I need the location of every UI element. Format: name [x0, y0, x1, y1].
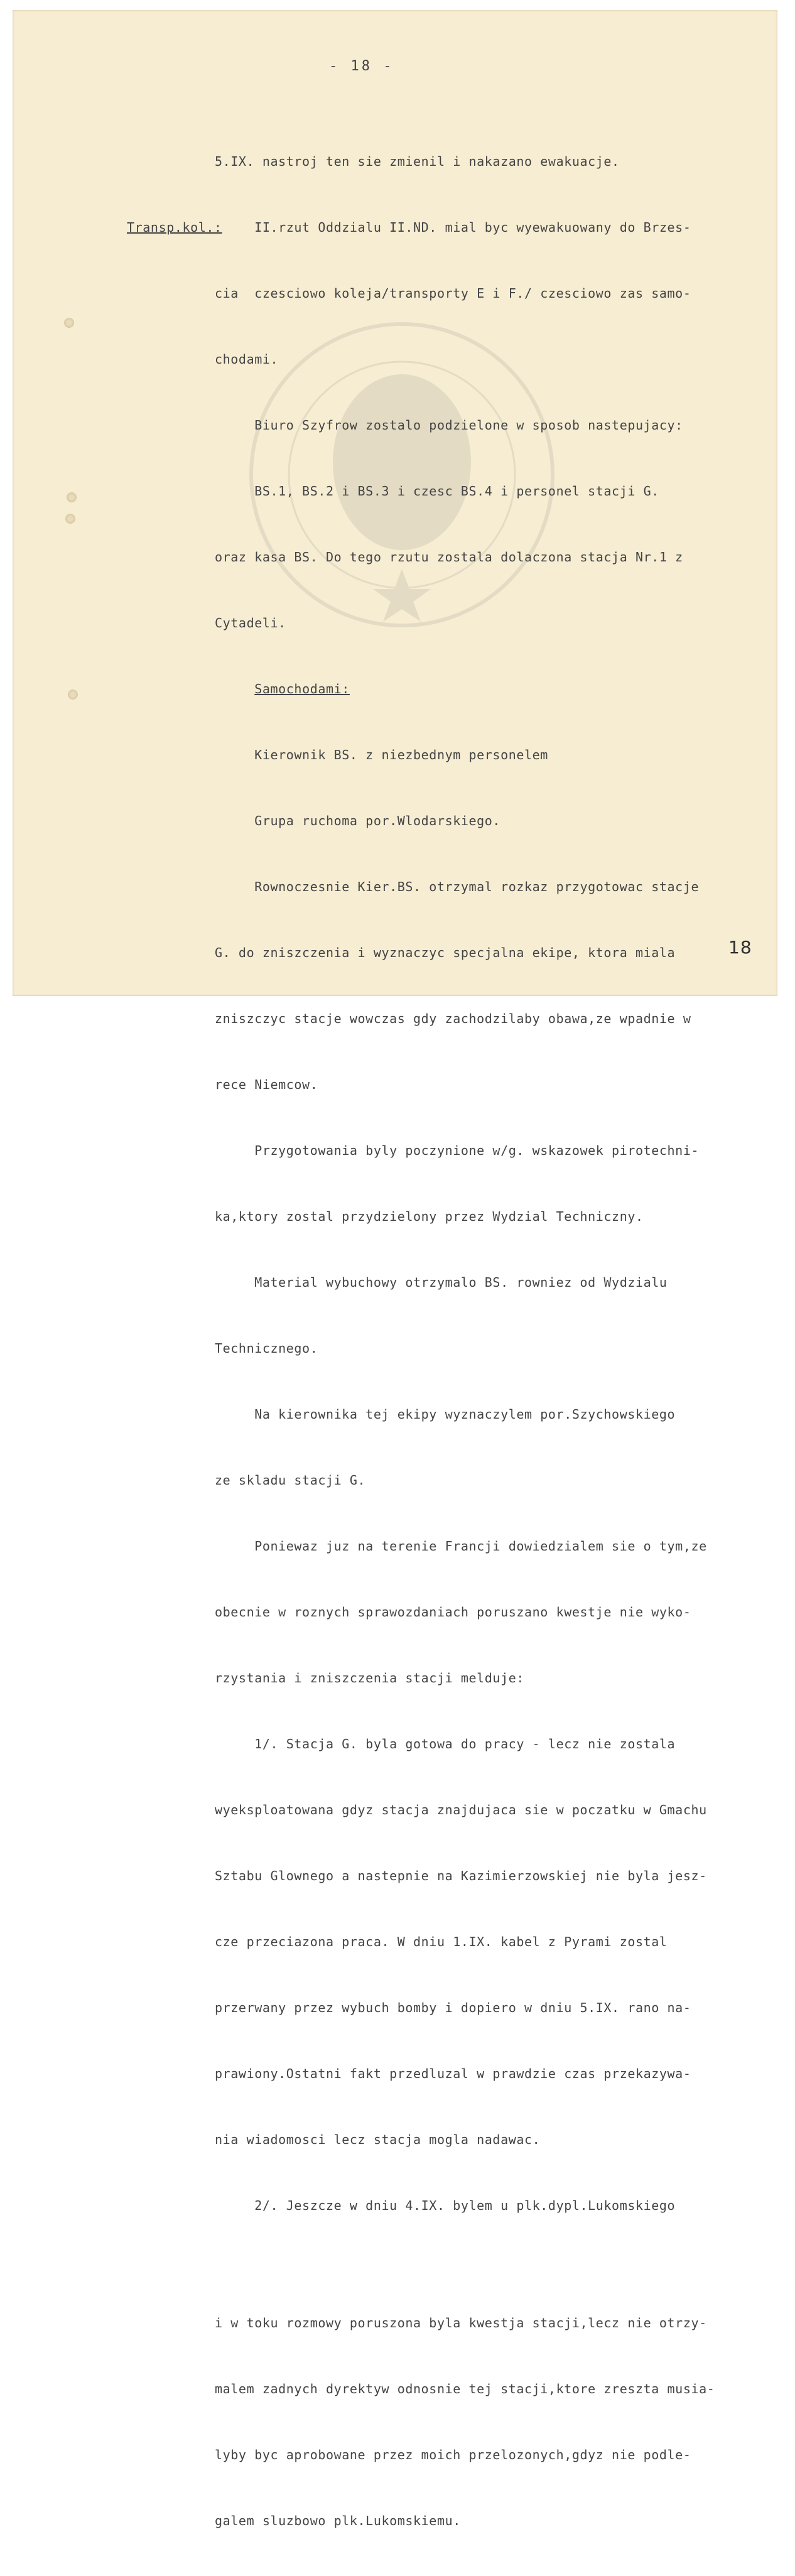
text-line: lyby byc aprobowane przez moich przelozonych,gdyz nie podle-	[215, 2447, 691, 2462]
text-line: Technicznego.	[215, 1341, 318, 1356]
page-number: - 18 -	[329, 58, 394, 74]
text-line: Grupa ruchoma por.Wlodarskiego.	[215, 813, 501, 828]
text-line: Przygotowania byly poczynione w/g. wskazowek pirotechni-	[215, 1143, 700, 1158]
text-line: przerwany przez wybuch bomby i dopiero w dniu 5.IX. rano na-	[215, 2000, 691, 2015]
margin-note-transport: Transp.kol.:	[127, 220, 222, 235]
text-line: Na kierownika tej ekipy wyznaczylem por.Szychowskiego	[215, 1407, 676, 1422]
section-heading-line	[215, 678, 715, 700]
text-line: rece Niemcow.	[215, 1077, 318, 1092]
text-line: nia wiadomosci lecz stacja mogla nadawac.	[215, 2132, 541, 2147]
text-line: Rownoczesnie Kier.BS. otrzymal rozkaz przygotowac stacje	[215, 879, 700, 894]
text-line: Cytadeli.	[215, 615, 286, 630]
text-line: malem zadnych dyrektyw odnosnie tej stacji,ktore zreszta musia-	[215, 2381, 715, 2396]
text-line: BS.1, BS.2 i BS.3 i czesc BS.4 i personel stacji G.	[215, 484, 659, 499]
text-line: chodami.	[215, 352, 279, 367]
text-line: cia czesciowo koleja/transporty E i F./ czesciowo zas samo-	[215, 286, 691, 301]
text-line: 1/. Stacja G. byla gotowa do pracy - lecz nie zostala	[215, 1736, 676, 1751]
text-line: 5.IX. nastroj ten sie zmienil i nakazano ewakuacje.	[215, 154, 620, 169]
text-line: oraz kasa BS. Do tego rzutu zostala dolaczona stacja Nr.1 z	[215, 549, 683, 565]
text-line: galem sluzbowo plk.Lukomskiemu.	[215, 2513, 461, 2528]
text-line: Poniewaz juz na terenie Francji dowiedzialem sie o tym,ze	[215, 1539, 707, 1554]
handwritten-page-number: 18	[728, 937, 752, 958]
text-line: Biuro Szyfrow zostalo podzielone w sposob nastepujacy:	[215, 418, 683, 433]
text-line: prawiony.Ostatni fakt przedluzal w prawdzie czas przekazywa-	[215, 2066, 691, 2081]
text-line: obecnie w roznych sprawozdaniach poruszano kwestje nie wyko-	[215, 1605, 691, 1620]
text-line: Material wybuchowy otrzymalo BS. rowniez od Wydzialu	[215, 1275, 668, 1290]
punch-hole-mark	[67, 492, 77, 502]
document-page	[13, 10, 777, 2528]
text-line: cze przeciazona praca. W dniu 1.IX. kabel z Pyrami zostal	[215, 1934, 668, 1949]
punch-hole-mark	[64, 318, 74, 328]
text-line: wyeksploatowana gdyz stacja znajdujaca sie w poczatku w Gmachu	[215, 1802, 707, 1817]
text-line: i w toku rozmowy poruszona byla kwestja stacji,lecz nie otrzy-	[215, 2315, 707, 2330]
text-line: Sztabu Glownego a nastepnie na Kazimierzowskiej nie byla jesz-	[215, 1868, 707, 1883]
text-line: II.rzut Oddzialu II.ND. mial byc wyewakuowany do Brzes-	[215, 220, 691, 235]
text-line: ze skladu stacji G.	[215, 1473, 366, 1488]
text-line: zniszczyc stacje wowczas gdy zachodzilaby obawa,ze wpadnie w	[215, 1011, 691, 1026]
text-line: G. do zniszczenia i wyznaczyc specjalna ekipe, ktora miala	[215, 945, 676, 960]
text-line: Kierownik BS. z niezbednym personelem	[215, 747, 548, 762]
document-body	[215, 107, 715, 2576]
punch-hole-mark	[68, 690, 78, 700]
text-line: ka,ktory zostal przydzielony przez Wydzial Techniczny.	[215, 1209, 644, 1224]
text-line: 2/. Jeszcze w dniu 4.IX. bylem u plk.dypl.Lukomskiego	[215, 2198, 676, 2213]
line-spacing-gap	[215, 2261, 715, 2268]
punch-hole-mark	[65, 514, 75, 524]
text-line: rzystania i zniszczenia stacji melduje:	[215, 1670, 524, 1686]
section-heading: Samochodami:	[254, 681, 350, 696]
